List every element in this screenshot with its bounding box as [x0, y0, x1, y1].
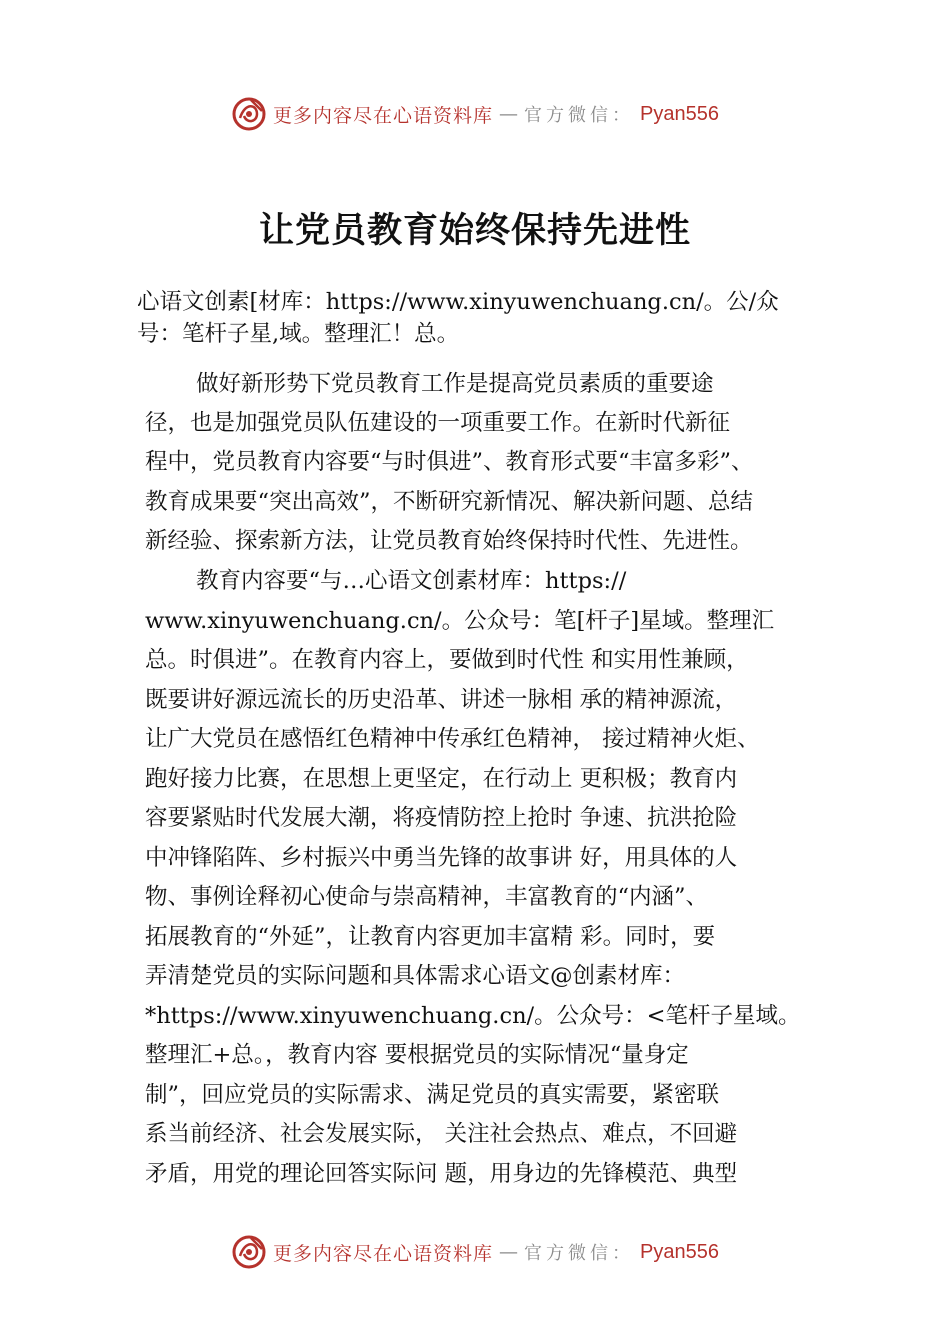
- body-line: 物、事例诠释初心使命与崇高精神，丰富教育的“内涵”、: [145, 884, 709, 910]
- source-line: 号：笔杆子星,域。整理汇！总。: [137, 321, 460, 347]
- banner-wechat-label: 官方微信：: [524, 1243, 635, 1264]
- body-line: 新经验、探索新方法，让党员教育始终保持时代性、先进性。: [145, 528, 753, 554]
- body-line: 既要讲好源远流长的历史沿革、讲述一脉相 承的精神源流，: [145, 687, 738, 713]
- body-line: 程中，党员教育内容要“与时俱进”、教育形式要“丰富多彩”、: [145, 449, 754, 475]
- body-line: *https://www.xinyuwenchuang.cn/。公众号：<笔杆子星域。: [145, 1003, 801, 1029]
- body-line: 教育内容要“与…心语文创素材库：https://: [196, 568, 627, 594]
- logo-icon: [231, 1234, 267, 1270]
- banner-wechat-id: Pyan556: [640, 102, 719, 125]
- body-line: 让广大党员在感悟红色精神中传承红色精神， 接过精神火炬、: [145, 726, 760, 752]
- body-line: 容要紧贴时代发展大潮，将疫情防控上抢时 争速、抗洪抢险: [145, 805, 738, 831]
- body-line: 径，也是加强党员队伍建设的一项重要工作。在新时代新征: [145, 410, 731, 436]
- footer-banner: [0, 1232, 950, 1272]
- body-line: 整理汇+总。，教育内容 要根据党员的实际情况“量身定: [145, 1042, 689, 1068]
- logo-icon: [231, 96, 267, 132]
- source-line: 心语文创素[材库：https://www.xinyuwenchuang.cn/。公/众: [137, 289, 779, 315]
- banner-dash: —: [499, 1241, 519, 1263]
- body-line: 矛盾，用党的理论回答实际问 题，用身边的先锋模范、典型: [145, 1161, 738, 1187]
- body-line: 弄清楚党员的实际问题和具体需求心语文@创素材库：: [145, 963, 686, 989]
- document-title: 让党员教育始终保持先进性: [258, 211, 691, 251]
- banner-dash: —: [499, 103, 519, 125]
- body-line: 拓展教育的“外延”，让教育内容更加丰富精 彩。同时，要: [145, 924, 716, 950]
- banner-wechat-label: 官方微信：: [524, 105, 635, 126]
- source-note: [137, 286, 837, 350]
- banner-text: 更多内容尽在心语资料库: [273, 1242, 494, 1265]
- body-line: 系当前经济、社会发展实际， 关注社会热点、难点，不回避: [145, 1121, 738, 1147]
- body-line: 总。时俱进”。在教育内容上，要做到时代性 和实用性兼顾，: [145, 647, 749, 673]
- banner-wechat-id: Pyan556: [640, 1240, 719, 1263]
- body-line: 中冲锋陷阵、乡村振兴中勇当先锋的故事讲 好，用具体的人: [145, 845, 738, 871]
- body-line: 跑好接力比赛，在思想上更坚定，在行动上 更积极；教育内: [145, 766, 738, 792]
- body-line: 教育成果要“突出高效”，不断研究新情况、解决新问题、总结: [145, 489, 754, 515]
- body-line: 做好新形势下党员教育工作是提高党员素质的重要途: [196, 371, 714, 397]
- body-line: 制”，回应党员的实际需求、满足党员的真实需要，紧密联: [145, 1082, 720, 1108]
- body-line: www.xinyuwenchuang.cn/。公众号：笔[杆子]星域。整理汇: [145, 608, 775, 634]
- header-banner: [0, 94, 950, 134]
- banner-text: 更多内容尽在心语资料库: [273, 104, 494, 127]
